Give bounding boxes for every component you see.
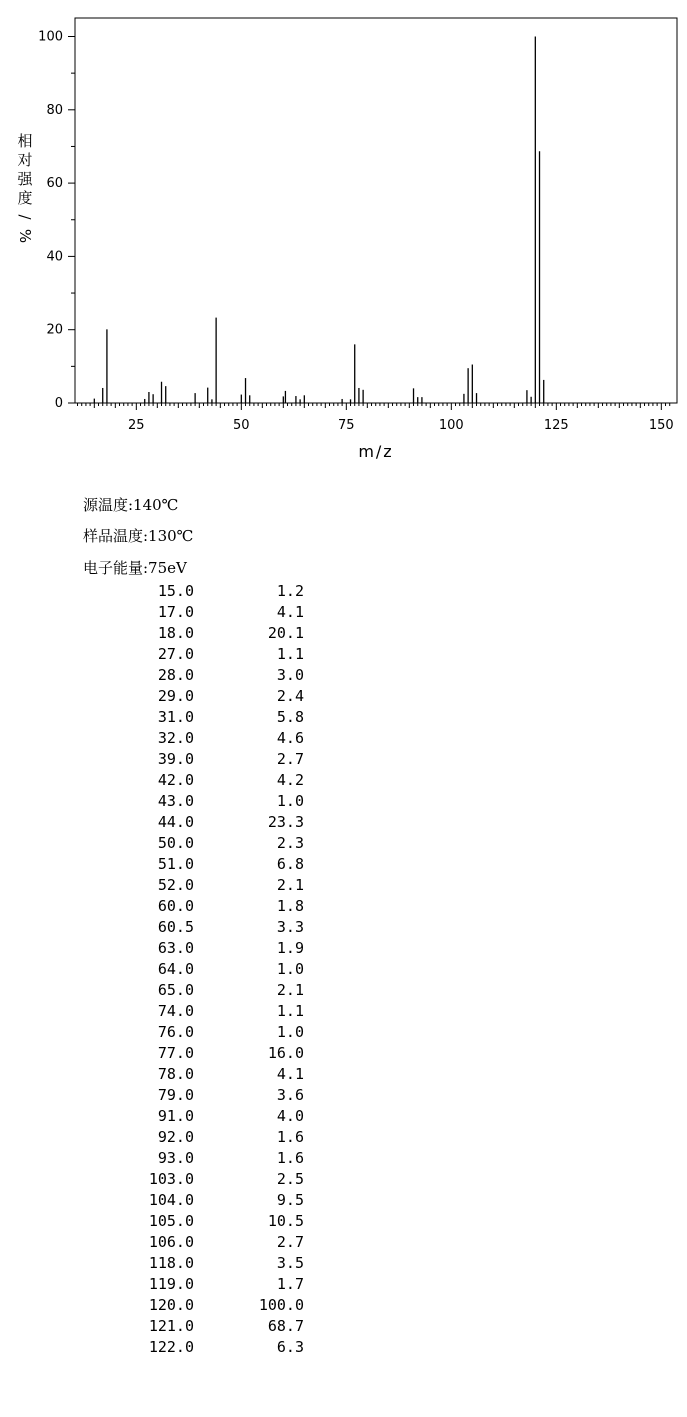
abundance-value: 1.8: [276, 897, 304, 915]
mz-value: 77.0: [157, 1044, 194, 1062]
table-row: [0, 1254, 320, 1275]
mz-value: 79.0: [157, 1086, 194, 1104]
mz-value: 51.0: [157, 855, 194, 873]
abundance-value: 4.6: [276, 729, 304, 747]
y-axis-label-char: 度: [17, 189, 33, 207]
table-row: [0, 1044, 320, 1065]
abundance-value: 6.3: [276, 1338, 304, 1356]
mz-value: 103.0: [148, 1170, 194, 1188]
mz-value: 105.0: [148, 1212, 194, 1230]
mz-value: 119.0: [148, 1275, 194, 1293]
y-axis-label-char: 对: [17, 151, 33, 169]
mz-value: 92.0: [157, 1128, 194, 1146]
mz-value: 120.0: [148, 1296, 194, 1314]
y-tick-label: 40: [46, 249, 63, 265]
abundance-value: 4.2: [276, 771, 304, 789]
mz-value: 65.0: [157, 981, 194, 999]
abundance-value: 4.0: [276, 1107, 304, 1125]
table-row: [0, 624, 320, 645]
x-tick-label: 100: [438, 418, 464, 433]
table-row: [0, 1170, 320, 1191]
mz-value: 60.0: [157, 897, 194, 915]
table-row: [0, 855, 320, 876]
table-row: [0, 666, 320, 687]
plot-frame: [75, 18, 677, 403]
abundance-value: 5.8: [276, 708, 304, 726]
abundance-value: 2.3: [276, 834, 304, 852]
abundance-value: 20.1: [267, 624, 304, 642]
table-row: [0, 1317, 320, 1338]
mz-value: 42.0: [157, 771, 194, 789]
table-row: [0, 1191, 320, 1212]
mz-value: 52.0: [157, 876, 194, 894]
table-row: [0, 918, 320, 939]
x-tick-label: 125: [543, 418, 569, 433]
y-axis-label: [16, 132, 34, 243]
mz-value: 118.0: [148, 1254, 194, 1272]
y-axis-label-char: /: [16, 214, 34, 220]
mz-value: 76.0: [157, 1023, 194, 1041]
table-row: [0, 603, 320, 624]
table-row: [0, 1023, 320, 1044]
mz-value: 78.0: [157, 1065, 194, 1083]
mz-value: 15.0: [157, 582, 194, 600]
table-row: [0, 645, 320, 666]
mz-value: 64.0: [157, 960, 194, 978]
mz-value: 60.5: [157, 918, 194, 936]
mz-value: 93.0: [157, 1149, 194, 1167]
table-row: [0, 771, 320, 792]
table-row: [0, 1002, 320, 1023]
mz-value: 63.0: [157, 939, 194, 957]
mz-value: 31.0: [157, 708, 194, 726]
mz-value: 32.0: [157, 729, 194, 747]
y-axis-label-char: %: [16, 228, 34, 244]
abundance-value: 23.3: [267, 813, 304, 831]
abundance-value: 16.0: [267, 1044, 304, 1062]
abundance-value: 3.0: [276, 666, 304, 684]
mz-value: 28.0: [157, 666, 194, 684]
x-tick-label: 75: [338, 418, 355, 433]
abundance-value: 2.5: [276, 1170, 304, 1188]
mz-value: 18.0: [157, 624, 194, 642]
mz-value: 29.0: [157, 687, 194, 705]
table-row: [0, 1107, 320, 1128]
source-temperature: 源温度:140℃: [83, 496, 179, 514]
abundance-value: 2.7: [276, 1233, 304, 1251]
abundance-value: 1.9: [276, 939, 304, 957]
abundance-value: 1.0: [276, 1023, 304, 1041]
y-axis: [38, 30, 75, 412]
abundance-value: 1.6: [276, 1149, 304, 1167]
mz-value: 74.0: [157, 1002, 194, 1020]
abundance-value: 100.0: [258, 1296, 304, 1314]
table-row: [0, 1128, 320, 1149]
mz-value: 50.0: [157, 834, 194, 852]
abundance-value: 1.1: [276, 645, 304, 663]
table-row: [0, 1296, 320, 1317]
mass-spectrum-chart: [0, 0, 687, 470]
abundance-value: 2.7: [276, 750, 304, 768]
abundance-value: 10.5: [267, 1212, 304, 1230]
mz-value: 43.0: [157, 792, 194, 810]
y-axis-label-char: 相: [17, 132, 33, 150]
abundance-value: 6.8: [276, 855, 304, 873]
abundance-value: 4.1: [276, 1065, 304, 1083]
table-row: [0, 939, 320, 960]
table-row: [0, 729, 320, 750]
y-tick-label: 0: [54, 396, 63, 411]
table-row: [0, 834, 320, 855]
table-row: [0, 582, 320, 603]
electron-energy: 电子能量:75eV: [83, 559, 187, 577]
table-row: [0, 792, 320, 813]
spectrum-bars: [94, 37, 543, 404]
table-row: [0, 708, 320, 729]
sample-temperature: 样品温度:130℃: [83, 527, 194, 545]
mz-value: 27.0: [157, 645, 194, 663]
abundance-value: 9.5: [276, 1191, 304, 1209]
mz-value: 39.0: [157, 750, 194, 768]
x-tick-label: 25: [128, 418, 145, 433]
abundance-value: 3.5: [276, 1254, 304, 1272]
abundance-value: 3.6: [276, 1086, 304, 1104]
abundance-value: 1.7: [276, 1275, 304, 1293]
y-tick-label: 80: [46, 102, 63, 118]
table-row: [0, 876, 320, 897]
mz-value: 17.0: [157, 603, 194, 621]
table-row: [0, 1338, 320, 1359]
abundance-value: 2.1: [276, 981, 304, 999]
table-row: [0, 1086, 320, 1107]
abundance-value: 1.0: [276, 792, 304, 810]
abundance-value: 68.7: [267, 1317, 304, 1335]
table-row: [0, 1212, 320, 1233]
mz-value: 106.0: [148, 1233, 194, 1251]
table-row: [0, 960, 320, 981]
abundance-value: 2.4: [276, 687, 304, 705]
table-row: [0, 1065, 320, 1086]
table-row: [0, 897, 320, 918]
table-row: [0, 813, 320, 834]
table-row: [0, 981, 320, 1002]
abundance-value: 1.1: [276, 1002, 304, 1020]
table-row: [0, 687, 320, 708]
table-row: [0, 1149, 320, 1170]
y-axis-label-char: 强: [17, 170, 33, 188]
y-tick-label: 20: [46, 322, 63, 338]
abundance-value: 3.3: [276, 918, 304, 936]
y-tick-label: 60: [46, 176, 63, 192]
x-tick-label: 50: [233, 418, 250, 433]
abundance-value: 4.1: [276, 603, 304, 621]
mz-value: 122.0: [148, 1338, 194, 1356]
abundance-value: 1.0: [276, 960, 304, 978]
abundance-value: 1.6: [276, 1128, 304, 1146]
table-row: [0, 1275, 320, 1296]
mz-value: 91.0: [157, 1107, 194, 1125]
x-axis-label: m/z: [358, 442, 394, 461]
x-tick-label: 150: [648, 418, 674, 433]
mz-value: 121.0: [148, 1317, 194, 1335]
mz-value: 104.0: [148, 1191, 194, 1209]
x-axis: [78, 403, 674, 433]
mz-value: 44.0: [157, 813, 194, 831]
y-tick-label: 100: [38, 29, 63, 45]
table-row: [0, 750, 320, 771]
abundance-value: 1.2: [276, 582, 304, 600]
table-row: [0, 1233, 320, 1254]
abundance-value: 2.1: [276, 876, 304, 894]
